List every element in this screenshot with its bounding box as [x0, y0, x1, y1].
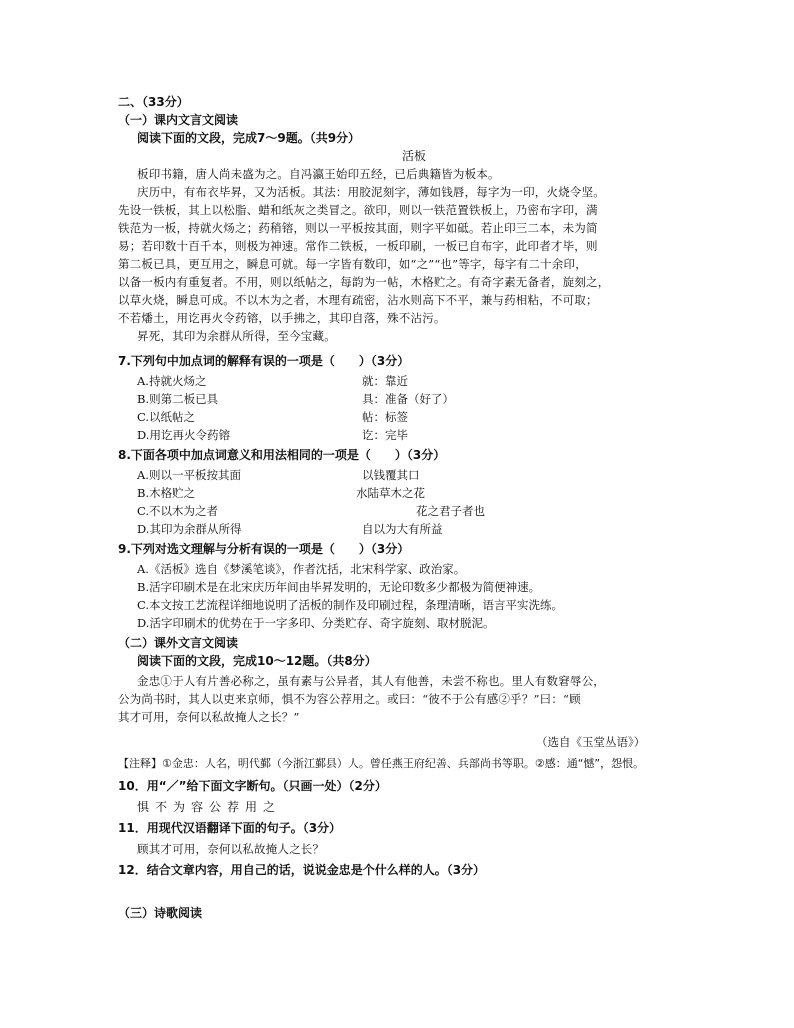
- passage-title: 活板: [402, 149, 427, 163]
- q8-option-d-compare: 自以为大有所益: [362, 522, 443, 536]
- q8-option-b: B.木格贮之: [137, 486, 196, 500]
- q11-text: 顾其才可用，奈何以私故掩人之长？: [137, 842, 325, 856]
- subsection-heading-2: （二）课外文言文阅读: [118, 636, 239, 650]
- q7-option-c-gloss: 帖：标签: [362, 410, 408, 424]
- q7-option-d: D.用讫再火令药镕: [137, 428, 230, 442]
- passage-line: 易；若印数十百千本，则极为神速。常作二铁板，一板印刷，一板已自布字，此印者才毕，则: [118, 239, 598, 253]
- passage-line: 以备一板内有重复者。不用，则以纸帖之，每韵为一帖，木格贮之。有奇字素无备者，旋刻之，: [118, 275, 610, 289]
- q9-option-b: B.活字印刷术是在北宋庆历年间由毕昇发明的，无论印数多少都极为简便神速。: [137, 580, 541, 594]
- q7-option-d-gloss: 讫：完毕: [362, 428, 408, 442]
- passage-line: 先设一铁板，其上以松脂、蜡和纸灰之类冒之。欲印，则以一铁范置铁板上，乃密布字印，满: [118, 203, 598, 217]
- passage2-line: 金忠①于人有片善必称之，虽有素与公异者，其人有他善，未尝不称也。里人有数窘辱公，: [137, 674, 605, 688]
- q9-option-a: A.《活板》选自《梦溪笔谈》，作者沈括，北宋科学家、政治家。: [137, 562, 466, 576]
- question-8: 8.下面各项中加点词意义和用法相同的一项是（ ）（3分）: [118, 448, 446, 462]
- subsection-heading-3: （三）诗歌阅读: [118, 906, 203, 920]
- q7-option-b: B.则第二板已具: [137, 392, 219, 406]
- instruction-1: 阅读下面的文段，完成7～9题。（共9分）: [137, 131, 361, 145]
- question-12: 12．结合文章内容，用自己的话，说说金忠是个什么样的人。（3分）: [118, 863, 486, 877]
- passage-line: 第二板已具，更互用之，瞬息可就。每一字皆有数印，如“之”“也”等字，每字有二十余印，: [118, 257, 587, 271]
- passage-line: 不若燔土，用讫再火令药镕，以手拂之，其印自落，殊不沾污。: [118, 311, 446, 325]
- passage-line: 庆历中，有布衣毕昇，又为活板。其法：用胶泥刻字，薄如钱唇，每字为一印，火烧令坚。: [137, 185, 605, 199]
- q9-option-d: D.活字印刷术的优势在于一字多印、分类贮存、奇字旋刻、取材脱泥。: [137, 616, 495, 630]
- instruction-2: 阅读下面的文段，完成10～12题。（共8分）: [137, 654, 377, 668]
- q10-text: 惧不为容公荐用之: [137, 800, 282, 814]
- q9-option-c: C.本文按工艺流程详细地说明了活板的制作及印刷过程，条理清晰，语言平实洗练。: [137, 598, 564, 612]
- q7-option-a-gloss: 就：靠近: [362, 374, 408, 388]
- subsection-heading-1: （一）课内文言文阅读: [118, 113, 239, 127]
- section-heading: 二、（33分）: [118, 95, 189, 109]
- q7-option-c: C.以纸帖之: [137, 410, 196, 424]
- question-10: 10．用“／”给下面文字断句。（只画一处）（2分）: [118, 779, 387, 793]
- annotation-note: 【注释】①金忠：人名，明代鄞（今浙江鄞县）人。曾任燕王府纪善、兵部尚书等职。②感：通“憾”，怨恨。: [118, 757, 645, 770]
- passage-line: 铁范为一板，持就火炀之；药稍镕，则以一平板按其面，则字平如砥。若止印三二本，未为简: [118, 221, 598, 235]
- q8-option-d: D.其印为余群从所得: [137, 522, 242, 536]
- passage2-line: 公为尚书时，其人以吏来京师，惧不为容公荐用之。或曰：“彼不于公有感②乎？”曰：“顾: [118, 692, 581, 706]
- q8-option-b-compare: 水陆草木之花: [356, 486, 425, 500]
- question-9: 9.下列对选文理解与分析有误的一项是（ ）（3分）: [118, 542, 410, 556]
- source-citation: （选自《玉堂丛语》）: [536, 735, 646, 749]
- passage-line: 板印书籍，唐人尚未盛为之。自冯瀛王始印五经，已后典籍皆为板本。: [137, 167, 500, 181]
- passage2-line: 其才可用，奈何以私故掩人之长？”: [118, 710, 300, 724]
- q7-option-b-gloss: 具：准备（好了）: [362, 392, 454, 406]
- question-7: 7.下列句中加点词的解释有误的一项是（ ）（3分）: [118, 354, 410, 368]
- q8-option-a-compare: 以钱覆其口: [362, 468, 420, 482]
- passage-line: 以草火烧，瞬息可成。不以木为之者，木理有疏密，沾水则高下不平，兼与药相粘，不可取；: [118, 293, 598, 307]
- q7-option-a: A.持就火炀之: [137, 374, 207, 388]
- passage-line: 昇死，其印为余群从所得，至今宝藏。: [137, 329, 336, 343]
- question-11: 11．用现代汉语翻译下面的句子。（3分）: [118, 821, 342, 835]
- q8-option-a: A.则以一平板按其面: [137, 468, 241, 482]
- q8-option-c: C.不以木为之者: [137, 504, 219, 518]
- q8-option-c-compare: 花之君子者也: [416, 504, 485, 518]
